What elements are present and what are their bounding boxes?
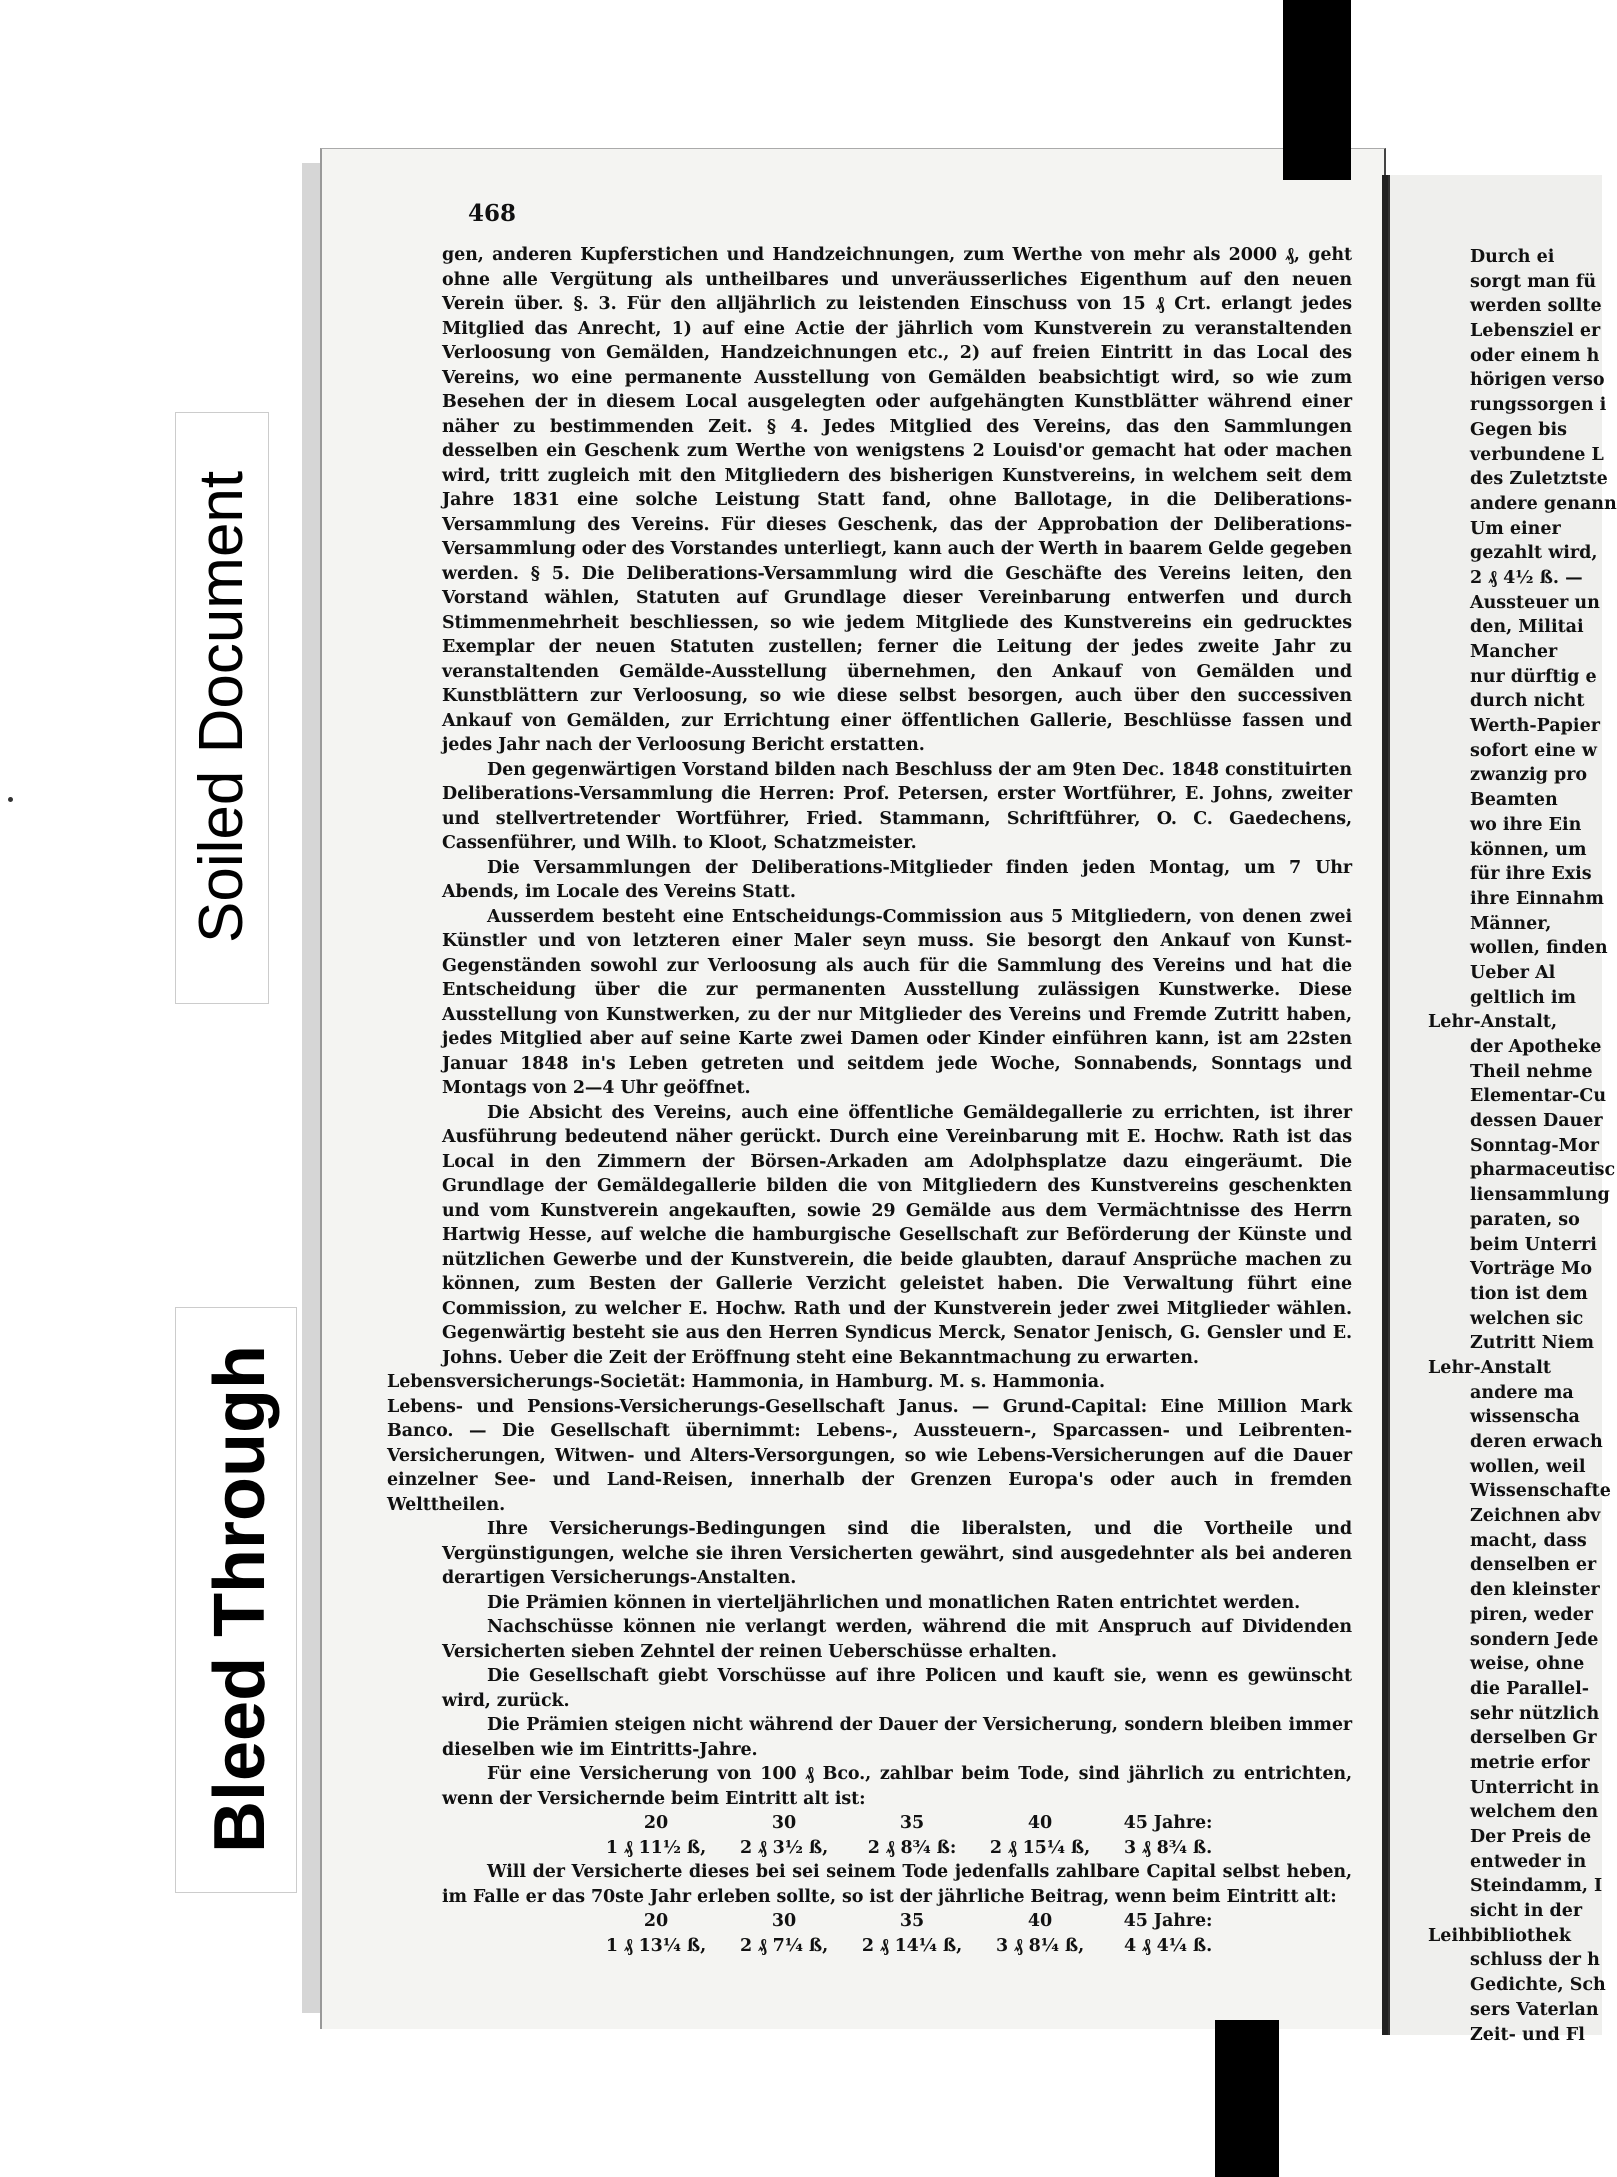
paragraph: Die Gesellschaft giebt Vorschüsse auf ihre Policen und kauft sie, wenn es gewünscht wird, zurück. [442, 1666, 1352, 1711]
facing-line: Männer, [1470, 913, 1552, 934]
facing-line: weise, ohne [1470, 1654, 1585, 1675]
premium-table-1 [592, 1811, 1232, 1860]
table-cell: 40 [1027, 1911, 1053, 1931]
facing-line: Theil nehme [1470, 1061, 1593, 1082]
facing-line: Leihbibliothek [1428, 1925, 1571, 1946]
paragraph: Die Absicht des Vereins, auch eine öffentliche Gemäldegallerie zu errichten, ist ihrer Ausführung bedeutend näher gerückt. Durch eine Vereinbarung mit E. Hochw. Rath ist das Local in den Zimmern der Börsen-Arkaden am Adolphsplatze dazu eingeräumt. Die Grundlage der Gemäldegallerie bilden die von Mitgliedern des Kunstvereins geschenkten und vom Kunstverein angekauften, sowie 29 Gemälde aus dem Vermächtnisse des Herrn Hartwig Hesse, auf welche die hamburgische Gesellschaft zur Beförderung der Künste und nützlichen Gewerbe und der Kunstverein, die beide glaubten, darauf Ansprüche machen zu können, zum Besten der Gallerie Verzicht geleistet haben. Die Verwaltung führt eine Commission, zu welcher E. Hochw. Rath und der Kunstverein jeder zwei Mitglieder wählen. Gegenwärtig besteht sie aus den Herren Syndicus Merck, Senator Jenisch, G. Gensler und E. Johns. Ueber die Zeit der Eröffnung steht eine Bekanntmachung zu erwarten. [442, 1102, 1352, 1368]
facing-line: denselben er [1470, 1555, 1597, 1576]
facing-line: sondern Jede [1470, 1629, 1599, 1650]
facing-line: für ihre Exis [1470, 864, 1592, 885]
facing-line: metrie erfor [1470, 1752, 1590, 1773]
black-strip-bottom [1215, 2020, 1279, 2177]
facing-line: liensammlung [1470, 1185, 1610, 1206]
paragraph: gen, anderen Kupferstichen und Handzeichnungen, zum Werthe von mehr als 2000 ₰, geht ohne alle Vergütung als untheilbares und unveräusserliches Eigenthum auf den neuen Verein über. §. 3. Für den alljährlich zu leistenden Einschuss von 15 ₰ Crt. erlangt jedes Mitglied das Anrecht, 1) auf eine Actie der jährlich vom Kunstverein zu veranstaltenden Verloosung von Gemälden, Handzeichnungen etc., 2) auf freien Eintritt in das Local des Vereins, wo eine permanente Ausstellung von Gemälden beabsichtigt wird, so wie zum Besehen der in diesem Local ausgelegten oder aufgehängten Kunstblätter während einer näher zu bestimmenden Zeit. § 4. Jedes Mitglied des Vereins, das den Sammlungen desselben ein Geschenk zum Werthe von wenigstens 2 Louisd'or gemacht hat oder machen wird, tritt zugleich mit den Mitgliedern des bisherigen Kunstvereins, in welchem seit dem Jahre 1831 eine solche Leistung Statt fand, ohne Ballotage, in die Deliberations-Versammlung des Vereins. Für dieses Geschenk, das der Approbation der Deliberations-Versammlung oder des Vorstandes unterliegt, kann auch der Werth in baarem Gelde gegeben werden. § 5. Die Deliberations-Versammlung wird die Geschäfte des Vereins leiten, den Vorstand wählen, Statuten auf Grundlage dieser Vereinbarung entwerfen und durch Stimmenmehrheit beschliessen, so wie jedem Mitgliede des Kunstvereins ein gedrucktes Exemplar der neuen Statuten zustellen; ferner die Leitung der jedes zweite Jahr zu veranstaltenden Gemälde-Ausstellung übernehmen, den Ankauf von Gemälden und Kunstblättern zur Verloosung, so wie diese selbst besorgen, auch über den successiven Ankauf von Gemälden, zur Errichtung einer öffentlichen Gallerie, Beschlüsse fassen und jedes Jahr nach der Verloosung Bericht erstatten. [442, 245, 1353, 755]
facing-line: Um einer [1470, 518, 1561, 539]
table-cell: 2 ₰ 15¼ ß, [989, 1837, 1091, 1858]
black-strip-top [1283, 0, 1351, 180]
facing-line: zwanzig pro [1470, 765, 1588, 786]
facing-line: Elementar-Cu [1470, 1086, 1607, 1107]
facing-line: Zeichnen abv [1470, 1506, 1601, 1527]
facing-line: pharmaceutisc [1470, 1160, 1616, 1181]
facing-line: deren erwach [1470, 1432, 1603, 1452]
page-number: 468 [468, 200, 517, 227]
table-cell: 35 [899, 1911, 925, 1931]
paragraph: Ihre Versicherungs-Bedingungen sind die liberalsten, und die Vortheile und Vergünstigungen, welche sie ihren Versicherten gewährt, sind ausgedehnter als bei anderen derartigen Versicherungs-Anstalten. [442, 1519, 1352, 1588]
paragraph: Den gegenwärtigen Vorstand bilden nach Beschluss der am 9ten Dec. 1848 constituirten Deliberations-Versammlung die Herren: Prof. Petersen, erster Wortführer, E. Johns, zweiter und stellvertretender Wortführer, Fried. Stammann, Schriftführer, O. C. Gaedechens, Cassenführer, und Wilh. to Kloot, Schatzmeister. [442, 759, 1352, 853]
facing-line: Aussteuer un [1470, 592, 1600, 613]
facing-line: Beamten [1470, 790, 1558, 811]
facing-line: dessen Dauer [1470, 1111, 1603, 1132]
facing-line: paraten, so [1470, 1209, 1580, 1230]
facing-line: Vorträge Mo [1470, 1259, 1593, 1280]
table-cell: 2 ₰ 14¼ ß, [861, 1935, 963, 1956]
facing-line: sofort eine w [1470, 740, 1597, 761]
table-cell: 2 ₰ 7¼ ß, [739, 1935, 829, 1956]
facing-line: welchem den [1470, 1802, 1599, 1823]
facing-line: die Parallel- [1470, 1678, 1590, 1699]
facing-line: Ueber Al [1470, 962, 1556, 983]
table-cell: 2 ₰ 3½ ß, [739, 1837, 829, 1858]
paragraph: Die Prämien steigen nicht während der Dauer der Versicherung, sondern bleiben immer dieselben wie im Eintritts-Jahre. [442, 1715, 1352, 1760]
facing-line: wollen, finden [1470, 938, 1608, 959]
facing-line: der Apotheke [1470, 1037, 1602, 1057]
facing-line: beim Unterri [1470, 1234, 1597, 1255]
facing-line: Werth-Papier [1470, 716, 1600, 737]
facing-line: Mancher [1470, 642, 1558, 662]
paragraph: Die Versammlungen der Deliberations-Mitglieder finden jeden Montag, um 7 Uhr Abends, im Locale des Vereins Statt. [442, 857, 1352, 902]
facing-line: Steindamm, I [1470, 1876, 1603, 1897]
facing-line: sers Vaterlan [1470, 1999, 1599, 2020]
body-paragraphs [387, 243, 1353, 1811]
facing-line: Gegen bis [1470, 419, 1568, 440]
facing-line: wissenscha [1470, 1407, 1580, 1428]
facing-line: oder einem h [1470, 345, 1600, 366]
table2-rates-row [592, 1934, 1232, 1959]
table-cell: 2 ₰ 8¾ ß: [867, 1837, 957, 1858]
table-cell: 3 ₰ 8¼ ß, [995, 1935, 1085, 1956]
label-bleed-through: Bleed Through [200, 1345, 280, 1853]
facing-line: hörigen verso [1470, 370, 1605, 391]
facing-line: rungssorgen i [1470, 395, 1607, 416]
paragraph-after-table: Will der Versicherte dieses bei sei seinem Tode jedenfalls zahlbare Capital selbst heben, im Falle er das 70ste Jahr erleben sollte, so ist der jährliche Beitrag, wenn beim Eintritt alt: [442, 1862, 1352, 1907]
facing-line: ihre Einnahm [1470, 888, 1604, 909]
table-cell: 35 [899, 1813, 925, 1833]
paragraph: Lebensversicherungs-Societät: Hammonia, in Hamburg. M. s. Hammonia. [387, 1372, 1105, 1392]
label-soiled-document: Soiled Document [187, 470, 256, 944]
facing-line: Lebensziel er [1470, 321, 1601, 342]
facing-line: sorgt man fü [1470, 271, 1597, 292]
facing-line: 2 ₰ 4½ ß. — [1470, 567, 1583, 588]
facing-line: andere ma [1470, 1382, 1574, 1403]
facing-line: geltlich im [1470, 987, 1577, 1008]
facing-line: den, Militai [1470, 617, 1584, 638]
paragraph: Lebens- und Pensions-Versicherungs-Gesellschaft Janus. — Grund-Capital: Eine Million Mark Banco. — Die Gesellschaft übernimmt: Lebens-, Aussteuern-, Sparcassen- und Leibrenten-Versicherungen, Witwen- und Alters-Versorgungen, so wie Lebens-Versicherungen auf die Dauer einzelner See- und Land-Reisen, innerhalb der Grenzen Europa's oder auch in fremden Welttheilen. [387, 1396, 1352, 1515]
table-cell: 1 ₰ 11½ ß, [605, 1837, 707, 1858]
facing-line: entweder in [1470, 1851, 1587, 1872]
facing-line: welchen sic [1470, 1308, 1584, 1329]
facing-line: Zeit- und Fl [1470, 2024, 1585, 2045]
facing-line: den kleinster [1470, 1580, 1600, 1601]
facing-line: Zutritt Niem [1470, 1333, 1595, 1354]
facing-line: tion ist dem [1470, 1283, 1588, 1304]
paragraph: Die Prämien können in vierteljährlichen und monatlichen Raten entrichtet werden. [487, 1592, 1301, 1613]
facing-line: macht, dass [1470, 1530, 1587, 1551]
speck-mark [8, 797, 13, 802]
table-cell: 4 ₰ 4¼ ß. [1123, 1935, 1213, 1956]
facing-line: piren, weder [1470, 1604, 1593, 1625]
facing-line: sehr nützlich [1470, 1703, 1600, 1724]
premium-table-2 [592, 1909, 1232, 1958]
page-shadow [302, 163, 320, 2013]
facing-line: Durch ei [1470, 247, 1555, 267]
facing-line: wo ihre Ein [1470, 814, 1582, 835]
paragraph: Ausserdem besteht eine Entscheidungs-Commission aus 5 Mitgliedern, von denen zwei Künstler und von letzteren einer Maler seyn muss. Sie besorgt den Ankauf von Kunst-Gegenständen sowohl zur Verloosung als auch für die Sammlung des Vereins und hat die Entscheidung über die zur permanenten Ausstellung zulässigen Kunstwerke. Diese Ausstellung von Kunstwerken, zu der nur Mitglieder des Vereins und Fremde Zutritt haben, jedes Mitglied aber auf seine Karte zwei Damen oder Kinder einführen kann, ist am 22sten Januar 1848 in's Leben getreten und seitdem jede Woche, Sonnabends, Sonntags und Montags von 2—4 Uhr geöffnet. [442, 906, 1352, 1098]
table-cell: 30 [771, 1813, 797, 1833]
facing-line: nur dürftig e [1470, 666, 1597, 687]
facing-line: andere genann [1470, 493, 1617, 514]
facing-line: Wissenschafte [1470, 1481, 1611, 1502]
facing-line: des Zuletztste [1470, 469, 1608, 490]
table-cell: 45 Jahre: [1123, 1911, 1213, 1931]
table-cell: 30 [771, 1911, 797, 1931]
facing-line: schluss der h [1470, 1950, 1600, 1971]
facing-line: Lehr-Anstalt [1428, 1357, 1551, 1378]
facing-line: durch nicht [1470, 691, 1585, 712]
facing-line: gezahlt wird, [1470, 543, 1598, 564]
facing-line: wollen, weil [1470, 1456, 1586, 1477]
table-cell: 40 [1027, 1813, 1053, 1833]
facing-line: Gedichte, Sch [1470, 1975, 1606, 1996]
table2-ages-row [592, 1909, 1232, 1934]
facing-line: sicht in der [1470, 1901, 1583, 1922]
paragraph: Nachschüsse können nie verlangt werden, während die mit Anspruch auf Dividenden Versicherten sieben Zehntel der reinen Ueberschüsse erhalten. [442, 1617, 1352, 1662]
table1-ages-row [592, 1811, 1232, 1836]
table-cell: 1 ₰ 13¼ ß, [605, 1935, 707, 1956]
facing-line: Lehr-Anstalt, [1428, 1012, 1558, 1033]
facing-page-text [1428, 245, 1617, 2047]
paragraph: Für eine Versicherung von 100 ₰ Bco., zahlbar beim Tode, sind jährlich zu entrichten, wenn der Versichernde beim Eintritt alt ist: [442, 1764, 1352, 1809]
table-cell: 3 ₰ 8¾ ß. [1123, 1837, 1213, 1858]
table1-rates-row [592, 1836, 1232, 1861]
facing-line: Sonntag-Mor [1470, 1135, 1599, 1156]
facing-line: werden sollte [1470, 296, 1602, 317]
table-cell: 20 [643, 1911, 669, 1931]
facing-line: Der Preis de [1470, 1827, 1592, 1847]
facing-line: verbundene L [1470, 444, 1604, 465]
facing-line: können, um [1470, 839, 1587, 860]
table-cell: 45 Jahre: [1123, 1813, 1213, 1833]
facing-line: derselben Gr [1470, 1728, 1597, 1749]
facing-line: Unterricht in [1470, 1777, 1600, 1798]
table-cell: 20 [643, 1813, 669, 1833]
main-text-column [387, 243, 1353, 1958]
